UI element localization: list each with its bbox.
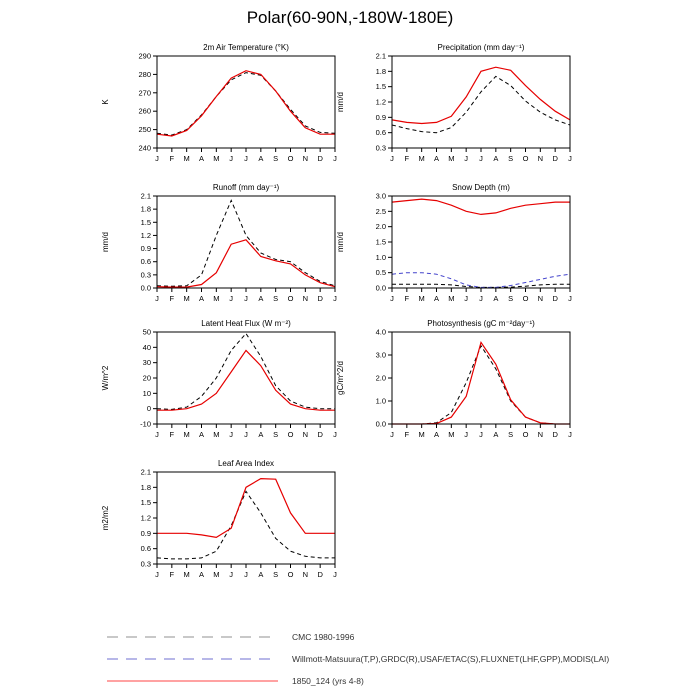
svg-text:N: N — [537, 294, 544, 303]
svg-text:D: D — [317, 154, 323, 163]
svg-text:M: M — [448, 154, 455, 163]
svg-text:A: A — [198, 570, 205, 579]
svg-text:2.0: 2.0 — [375, 373, 386, 383]
svg-text:2.1: 2.1 — [375, 51, 386, 61]
svg-text:3.0: 3.0 — [375, 191, 386, 201]
svg-text:F: F — [169, 294, 175, 303]
svg-text:M: M — [183, 294, 190, 303]
chart-panel-photosynthesis — [330, 316, 590, 448]
svg-text:40: 40 — [142, 342, 151, 352]
svg-text:4.0: 4.0 — [375, 327, 386, 337]
svg-text:A: A — [433, 154, 440, 163]
svg-text:K: K — [101, 99, 110, 105]
svg-text:J: J — [479, 430, 483, 439]
svg-text:J: J — [464, 294, 469, 303]
svg-text:O: O — [522, 294, 529, 303]
svg-text:260: 260 — [138, 106, 151, 116]
page-title: Polar(60-90N,-180W-180E) — [246, 8, 454, 27]
svg-text:J: J — [568, 154, 572, 163]
svg-text:0.9: 0.9 — [375, 112, 386, 122]
svg-text:0.9: 0.9 — [140, 244, 151, 254]
svg-text:290: 290 — [138, 51, 151, 61]
svg-text:A: A — [258, 294, 264, 303]
svg-text:mm/d: mm/d — [101, 232, 110, 252]
svg-text:M: M — [448, 294, 455, 303]
svg-text:O: O — [522, 154, 529, 163]
svg-text:J: J — [155, 154, 159, 163]
svg-text:J: J — [390, 294, 394, 303]
leaf-area-index-chart — [95, 456, 355, 588]
svg-text:Latent Heat Flux (W m⁻²): Latent Heat Flux (W m⁻²) — [201, 319, 291, 328]
svg-text:J: J — [464, 430, 469, 439]
svg-text:N: N — [537, 154, 544, 163]
chart-panel-snow-depth — [330, 180, 590, 312]
svg-text:D: D — [552, 430, 558, 439]
svg-text:J: J — [464, 154, 469, 163]
svg-text:1.2: 1.2 — [140, 230, 151, 240]
svg-text:0.0: 0.0 — [140, 283, 151, 293]
svg-text:-10: -10 — [140, 419, 151, 429]
svg-text:J: J — [479, 154, 483, 163]
chart-panel-leaf-area-index — [95, 456, 355, 588]
svg-text:S: S — [508, 430, 514, 439]
svg-text:Runoff (mm day⁻¹): Runoff (mm day⁻¹) — [212, 183, 280, 192]
svg-text:3.0: 3.0 — [375, 350, 386, 360]
svg-text:M: M — [418, 430, 425, 439]
svg-text:N: N — [302, 154, 309, 163]
svg-text:240: 240 — [138, 143, 151, 153]
chart-panel-air-temperature — [95, 40, 355, 172]
svg-text:Snow Depth (m): Snow Depth (m) — [452, 183, 510, 192]
svg-text:J: J — [229, 294, 234, 303]
svg-text:J: J — [244, 154, 248, 163]
svg-text:O: O — [287, 570, 294, 579]
svg-text:1.8: 1.8 — [375, 66, 386, 76]
svg-text:0.6: 0.6 — [375, 128, 386, 138]
svg-text:M: M — [183, 430, 190, 439]
svg-text:0.0: 0.0 — [375, 283, 386, 293]
svg-text:2.1: 2.1 — [140, 191, 151, 201]
svg-text:1.8: 1.8 — [140, 204, 151, 214]
legend-line-cmc — [105, 631, 280, 643]
svg-text:J: J — [479, 294, 483, 303]
svg-text:A: A — [198, 154, 205, 163]
svg-text:J: J — [390, 430, 394, 439]
svg-text:J: J — [229, 430, 234, 439]
svg-text:J: J — [229, 570, 234, 579]
svg-text:J: J — [229, 154, 234, 163]
svg-text:1.5: 1.5 — [140, 217, 151, 227]
legend-line-model — [105, 675, 280, 687]
legend-label-cmc: CMC 1980-1996 — [292, 632, 355, 642]
runoff-chart — [95, 180, 355, 312]
svg-text:N: N — [537, 430, 544, 439]
svg-text:S: S — [508, 154, 514, 163]
svg-text:A: A — [258, 154, 264, 163]
svg-text:N: N — [302, 294, 309, 303]
svg-text:N: N — [302, 570, 309, 579]
svg-text:0.3: 0.3 — [375, 143, 386, 153]
chart-panel-precipitation — [330, 40, 590, 172]
legend-item — [105, 670, 609, 692]
svg-text:M: M — [213, 154, 220, 163]
svg-text:J: J — [244, 430, 248, 439]
svg-text:A: A — [198, 430, 205, 439]
svg-text:0.6: 0.6 — [140, 257, 151, 267]
svg-text:J: J — [333, 154, 337, 163]
svg-text:F: F — [169, 570, 175, 579]
svg-text:F: F — [169, 430, 175, 439]
svg-text:M: M — [213, 430, 220, 439]
svg-text:J: J — [244, 294, 248, 303]
svg-text:1.5: 1.5 — [140, 498, 151, 508]
svg-text:A: A — [433, 294, 440, 303]
svg-text:A: A — [258, 430, 264, 439]
svg-text:Precipitation (mm day⁻¹): Precipitation (mm day⁻¹) — [437, 43, 525, 52]
svg-text:N: N — [302, 430, 309, 439]
photosynthesis-chart — [330, 316, 590, 448]
svg-text:A: A — [433, 430, 440, 439]
svg-text:S: S — [508, 294, 514, 303]
svg-text:2m Air Temperature (°K): 2m Air Temperature (°K) — [203, 43, 289, 52]
svg-text:Leaf Area Index: Leaf Area Index — [217, 459, 275, 468]
svg-text:270: 270 — [138, 88, 151, 98]
svg-text:S: S — [273, 430, 279, 439]
svg-text:J: J — [568, 430, 572, 439]
svg-text:J: J — [155, 430, 159, 439]
svg-text:J: J — [333, 294, 337, 303]
svg-text:Photosynthesis (gC m⁻²day⁻¹): Photosynthesis (gC m⁻²day⁻¹) — [427, 319, 535, 328]
svg-text:280: 280 — [138, 69, 151, 79]
legend-label-observations: Willmott-Matsuura(T,P),GRDC(R),USAF/ETAC(S),FLUXNET(LHF,GPP),MODIS(LAI) — [292, 654, 610, 664]
svg-text:mm/d: mm/d — [336, 92, 345, 112]
svg-text:J: J — [244, 570, 248, 579]
svg-text:250: 250 — [138, 125, 151, 135]
air-temperature-chart — [95, 40, 355, 172]
svg-text:O: O — [522, 430, 529, 439]
svg-text:20: 20 — [142, 373, 151, 383]
svg-text:0.3: 0.3 — [140, 270, 151, 280]
svg-text:O: O — [287, 294, 294, 303]
svg-text:M: M — [183, 570, 190, 579]
svg-text:0.5: 0.5 — [375, 268, 386, 278]
svg-text:O: O — [287, 430, 294, 439]
svg-text:D: D — [552, 294, 558, 303]
legend-item — [105, 626, 609, 648]
svg-text:S: S — [273, 154, 279, 163]
svg-text:J: J — [155, 570, 159, 579]
svg-text:D: D — [317, 294, 323, 303]
svg-text:A: A — [493, 430, 499, 439]
svg-text:A: A — [258, 570, 264, 579]
svg-text:J: J — [333, 570, 337, 579]
svg-text:1.8: 1.8 — [140, 482, 151, 492]
svg-text:J: J — [390, 154, 394, 163]
svg-text:0.9: 0.9 — [140, 528, 151, 538]
svg-text:M: M — [448, 430, 455, 439]
svg-text:2.5: 2.5 — [375, 206, 386, 216]
svg-text:mm/d: mm/d — [336, 232, 345, 252]
svg-text:0.6: 0.6 — [140, 544, 151, 554]
svg-text:A: A — [493, 154, 499, 163]
svg-text:S: S — [273, 294, 279, 303]
svg-text:M: M — [418, 294, 425, 303]
chart-panel-runoff — [95, 180, 355, 312]
svg-text:1.0: 1.0 — [375, 252, 386, 262]
svg-text:M: M — [183, 154, 190, 163]
svg-text:W/m^2: W/m^2 — [101, 365, 110, 391]
svg-text:0: 0 — [146, 404, 151, 414]
svg-text:1.2: 1.2 — [375, 97, 386, 107]
svg-text:D: D — [317, 430, 323, 439]
svg-text:A: A — [493, 294, 499, 303]
svg-text:M: M — [418, 154, 425, 163]
chart-panel-latent-heat-flux — [95, 316, 355, 448]
svg-text:1.2: 1.2 — [140, 513, 151, 523]
svg-text:J: J — [333, 430, 337, 439]
svg-text:gC/m^2/d: gC/m^2/d — [336, 361, 345, 395]
svg-text:A: A — [198, 294, 205, 303]
legend-line-observations — [105, 653, 280, 665]
svg-text:1.0: 1.0 — [375, 396, 386, 406]
snow-depth-chart — [330, 180, 590, 312]
svg-text:M: M — [213, 294, 220, 303]
svg-text:m2/m2: m2/m2 — [101, 505, 110, 531]
latent-heat-flux-chart — [95, 316, 355, 448]
legend-label-model: 1850_124 (yrs 4-8) — [292, 676, 364, 686]
svg-text:30: 30 — [142, 358, 151, 368]
svg-text:F: F — [404, 430, 410, 439]
svg-text:F: F — [169, 154, 175, 163]
svg-text:F: F — [404, 294, 410, 303]
svg-text:F: F — [404, 154, 410, 163]
svg-text:1.5: 1.5 — [375, 82, 386, 92]
svg-text:10: 10 — [142, 388, 151, 398]
svg-text:D: D — [317, 570, 323, 579]
svg-text:J: J — [568, 294, 572, 303]
svg-text:J: J — [155, 294, 159, 303]
svg-text:S: S — [273, 570, 279, 579]
svg-text:0.0: 0.0 — [375, 419, 386, 429]
legend — [105, 626, 609, 692]
svg-text:2.1: 2.1 — [140, 467, 151, 477]
svg-text:50: 50 — [142, 327, 151, 337]
svg-text:M: M — [213, 570, 220, 579]
legend-item — [105, 648, 609, 670]
svg-text:O: O — [287, 154, 294, 163]
svg-text:D: D — [552, 154, 558, 163]
svg-text:2.0: 2.0 — [375, 222, 386, 232]
precipitation-chart — [330, 40, 590, 172]
svg-text:1.5: 1.5 — [375, 237, 386, 247]
svg-text:0.3: 0.3 — [140, 559, 151, 569]
